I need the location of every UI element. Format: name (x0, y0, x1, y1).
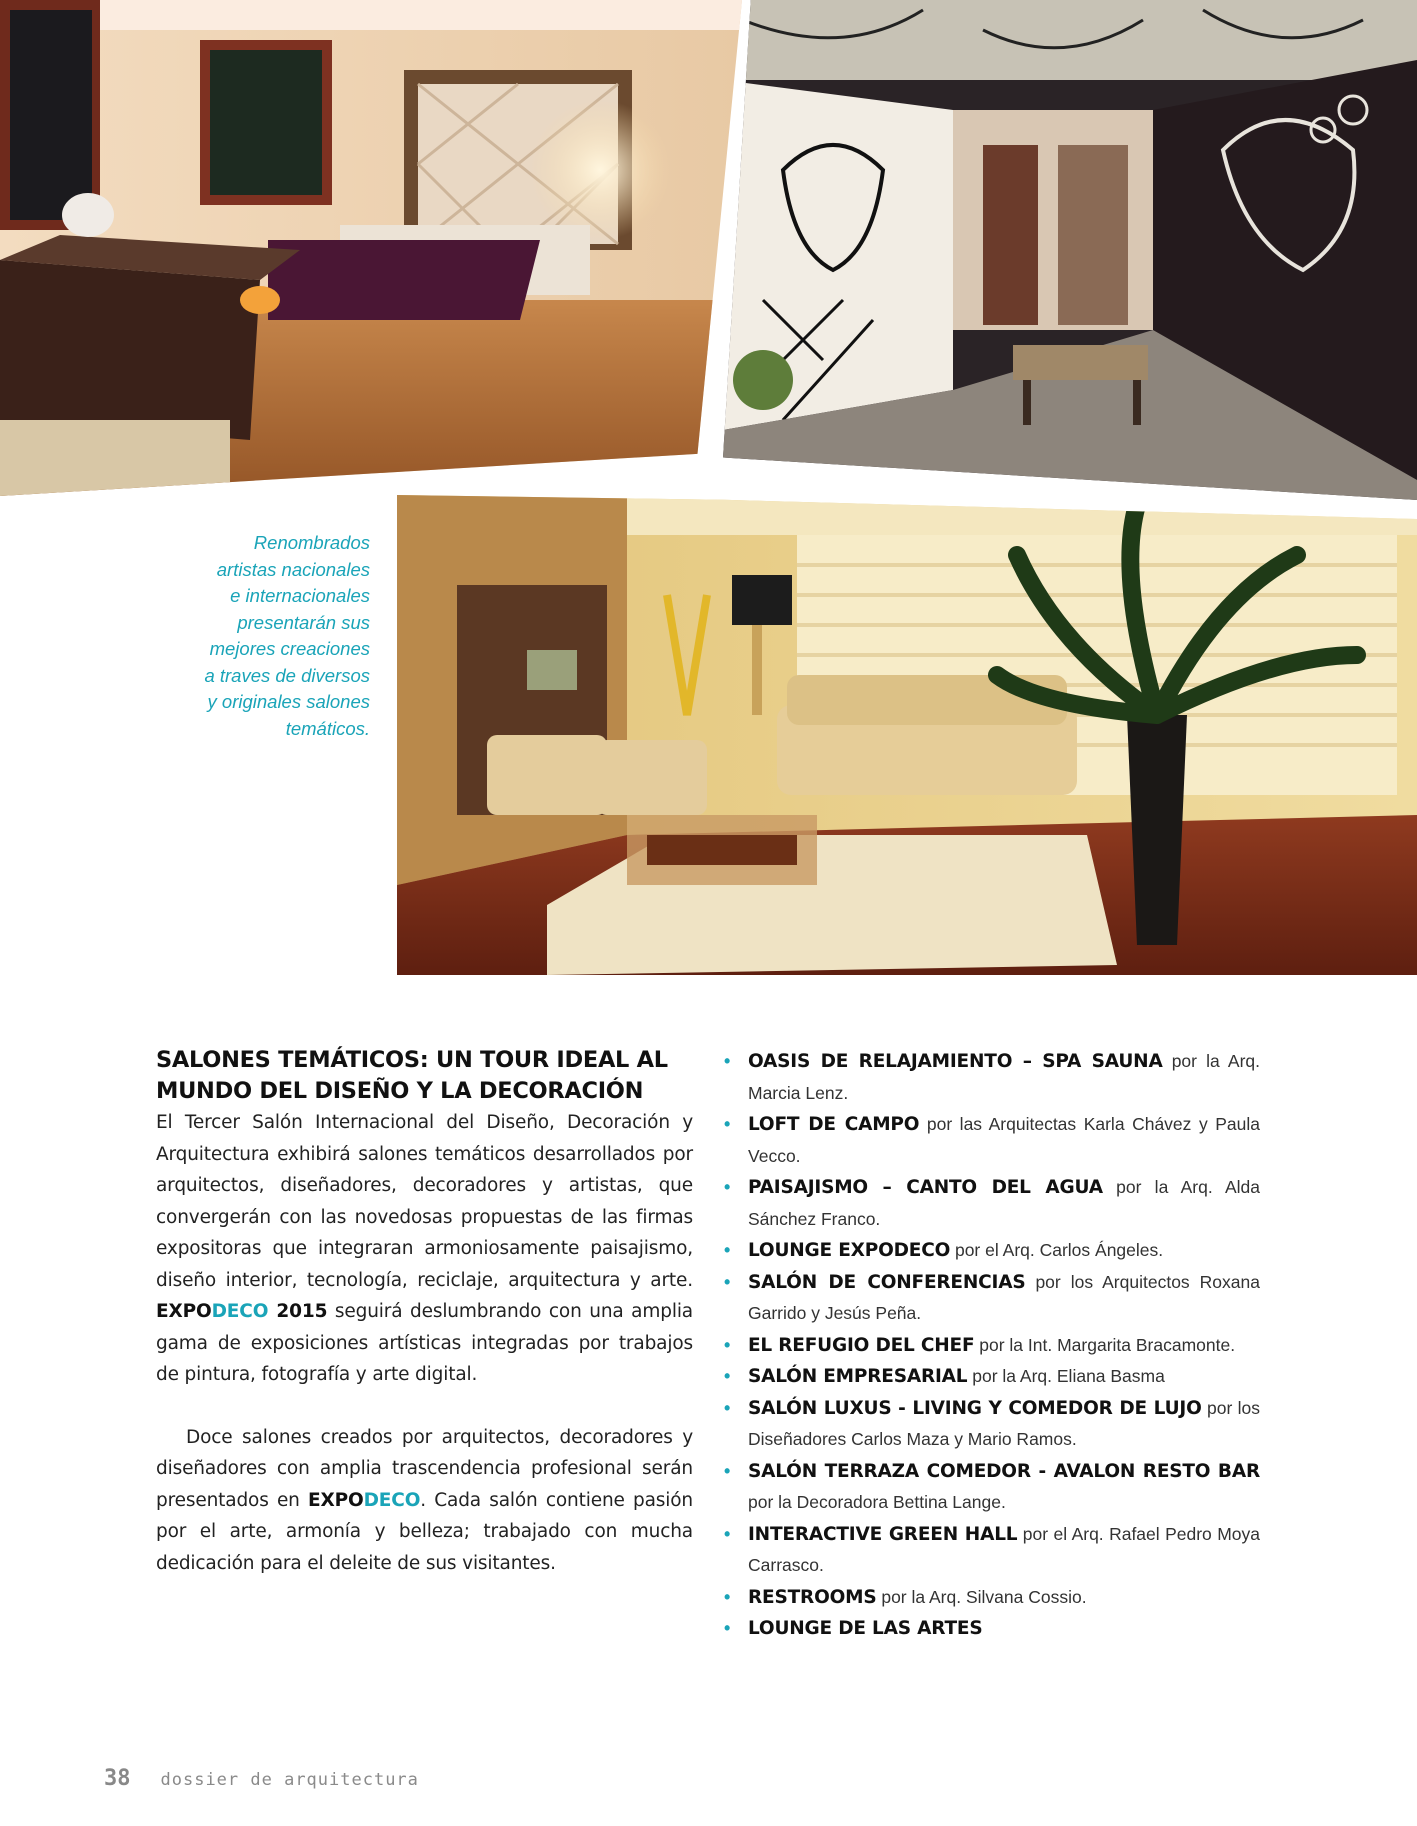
salon-name: SALÓN EMPRESARIAL (748, 1366, 968, 1387)
salon-name: LOUNGE EXPODECO (748, 1240, 951, 1261)
caption-line: presentarán sus (237, 611, 370, 633)
salon-name: RESTROOMS (748, 1586, 877, 1608)
caption-line: artistas nacionales (216, 558, 370, 580)
list-item (720, 1267, 1260, 1330)
article-column (156, 1045, 693, 1579)
salon-name: OASIS DE RELAJAMIENTO – SPA SAUNA (748, 1051, 1163, 1072)
caption-line: Renombrados (253, 532, 370, 553)
list-item (720, 1235, 1260, 1267)
brand-deco: DECO (211, 1301, 269, 1322)
list-item (720, 1582, 1260, 1614)
list-item (720, 1330, 1260, 1362)
bullet-icon: • (724, 1177, 731, 1197)
bullet-icon: • (724, 1334, 731, 1355)
page-footer (104, 1766, 419, 1796)
bullet-icon: • (724, 1051, 731, 1071)
salon-author: por el Arq. Carlos Ángeles. (950, 1240, 1164, 1260)
list-item (720, 1519, 1260, 1582)
salon-author: por los Arquitectos Roxana Garrido y Jesús Peña. (748, 1271, 1260, 1323)
magazine-name: dossier de arquitectura (160, 1770, 419, 1790)
bullet-icon: • (724, 1460, 731, 1481)
list-item (720, 1613, 1260, 1645)
brand-expo: EXPO (156, 1301, 212, 1322)
bullet-icon: • (724, 1523, 731, 1544)
bullet-icon: • (724, 1240, 731, 1260)
salones-list (720, 1046, 1260, 1645)
salon-author: por las Arquitectas Karla Chávez y Paula Vecco. (748, 1114, 1260, 1166)
brand-expo: EXPO (307, 1489, 364, 1511)
salon-author: por la Arq. Eliana Basma (967, 1366, 1165, 1386)
salon-name: SALÓN LUXUS - LIVING Y COMEDOR DE LUJO (748, 1397, 1202, 1419)
heading-line: MUNDO DEL DISEÑO Y LA DECORACIÓN (156, 1078, 644, 1104)
caption-line: e internacionales (230, 585, 370, 606)
bullet-icon: • (724, 1586, 731, 1607)
list-item (720, 1046, 1260, 1109)
bullet-icon: • (724, 1114, 731, 1134)
caption-line: mejores creaciones (209, 638, 370, 659)
page-number: 38 (104, 1766, 131, 1791)
list-item (720, 1109, 1260, 1172)
bullet-icon: • (724, 1397, 731, 1418)
bullet-icon: • (724, 1271, 731, 1292)
mural-hall-photo (723, 0, 1417, 500)
living-room-photo (397, 495, 1417, 975)
expodeco-brand (156, 1301, 327, 1322)
salon-author: por la Decoradora Bettina Lange. (748, 1492, 1006, 1512)
bullet-icon: • (724, 1366, 731, 1386)
bullet-icon: • (724, 1618, 731, 1638)
bedroom-photo (0, 0, 742, 496)
photo-caption (150, 530, 370, 742)
salon-name: EL REFUGIO DEL CHEF (748, 1334, 975, 1356)
salones-list-column (720, 1046, 1260, 1645)
salon-author: por la Arq. Alda Sánchez Franco. (748, 1177, 1260, 1229)
paragraph-text: El Tercer Salón Internacional del Diseño, Decoración y Arquitectura exhibirá salones temáticos desarrollados por arquitectos, diseñadores, decoradores y artistas, que convergerán con las novedosas propuestas de las firmas expositoras que integraran armoniosamente paisajismo, diseño interior, tecnología, reciclaje, arquitectura y arte. (156, 1112, 693, 1291)
salon-author: por el Arq. Rafael Pedro Moya Carrasco. (748, 1523, 1260, 1575)
paragraph-text: . Cada salón contiene pasión por el arte, armonía y belleza; trabajado con mucha dedicación para el deleite de sus visitantes. (156, 1489, 693, 1574)
salon-author: por la Arq. Marcia Lenz. (748, 1051, 1260, 1103)
list-item (720, 1456, 1260, 1519)
caption-line: a traves de diversos (204, 664, 370, 686)
caption-line: y originales salones (207, 691, 370, 712)
list-item (720, 1361, 1260, 1393)
salon-name: INTERACTIVE GREEN HALL (748, 1523, 1018, 1545)
article-paragraph (156, 1422, 693, 1580)
salon-name: LOFT DE CAMPO (748, 1114, 920, 1135)
paragraph-text: seguirá deslumbrando con una amplia gama de exposiciones artísticas integradas por trabajos de pintura, fotografía y arte digital. (156, 1301, 693, 1385)
caption-line: temáticos. (285, 717, 370, 739)
article-heading (156, 1045, 693, 1107)
article-paragraph (156, 1107, 693, 1391)
heading-line: SALONES TEMÁTICOS: UN TOUR IDEAL AL (156, 1047, 668, 1073)
salon-author: por los Diseñadores Carlos Maza y Mario Ramos. (748, 1397, 1261, 1449)
list-item (720, 1393, 1260, 1456)
salon-name: SALÓN TERRAZA COMEDOR - AVALON RESTO BAR (748, 1460, 1260, 1482)
brand-year: 2015 (268, 1301, 328, 1322)
salon-name: PAISAJISMO – CANTO DEL AGUA (748, 1177, 1103, 1198)
salon-name: LOUNGE DE LAS ARTES (748, 1618, 983, 1639)
brand-deco: DECO (363, 1489, 421, 1511)
list-item (720, 1172, 1260, 1235)
salon-author: por la Arq. Silvana Cossio. (876, 1586, 1087, 1607)
paragraph-text: Doce salones creados por arquitectos, decoradores y diseñadores con amplia trascendencia profesional serán presentados en (156, 1426, 693, 1511)
salon-author: por la Int. Margarita Bracamonte. (974, 1334, 1236, 1355)
expodeco-brand (308, 1490, 420, 1511)
salon-name: SALÓN DE CONFERENCIAS (748, 1271, 1026, 1293)
